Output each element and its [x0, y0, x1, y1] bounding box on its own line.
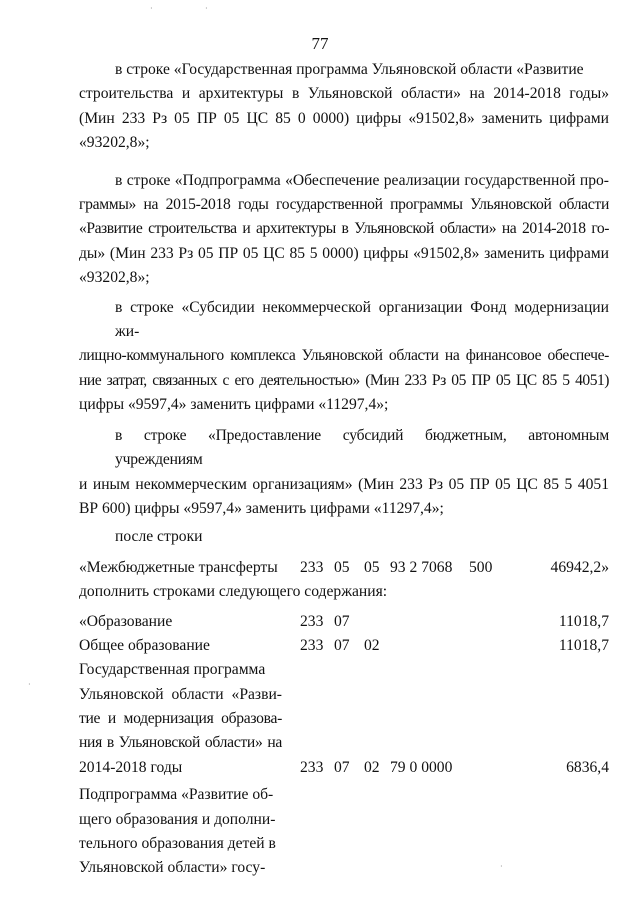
row-vr: 500 — [469, 558, 493, 576]
scan-speck: · — [205, 4, 208, 13]
row-name: «Межбюджетные трансферты — [79, 558, 278, 576]
after-line: после строки — [115, 528, 203, 546]
row-name: Общее образование — [79, 636, 210, 654]
program-line: ния в Ульяновской области» на — [79, 734, 282, 752]
word: в — [268, 835, 276, 853]
row-sum: 6836,4 — [566, 758, 609, 776]
page-number: 77 — [311, 34, 329, 53]
row-rz: 07 — [334, 612, 350, 630]
word: Подпрограмма — [79, 786, 178, 804]
program-block — [79, 658, 609, 780]
subprogram-line — [79, 783, 282, 807]
text-line: «93202,8»; — [79, 269, 150, 287]
text-line: «Развитие строительства и архитектуры в Ульяновской области» на 2014-2018 го- — [79, 220, 609, 238]
scan-speck: · — [28, 680, 31, 689]
scan-speck: · — [150, 4, 153, 13]
word: и — [201, 810, 211, 828]
text-line: «93202,8»; — [79, 134, 150, 152]
subprogram-line — [79, 832, 282, 856]
row-min: 233 — [300, 558, 324, 576]
supplement-line: дополнить строками следующего содержания: — [79, 583, 388, 601]
word: области» — [167, 859, 228, 877]
word: Государственная — [79, 661, 190, 679]
text-line: граммы» на 2015-2018 годы государственной программы Ульяновской области — [79, 196, 609, 214]
paragraph-3 — [79, 296, 609, 418]
subprogram-line — [79, 856, 282, 880]
table-row-program — [79, 756, 609, 780]
row-rz: 05 — [334, 558, 350, 576]
table-row-transfers — [79, 556, 609, 580]
word: детей — [227, 835, 265, 853]
row-cs: 93 2 7068 — [390, 558, 453, 576]
row-sum: 46942,2» — [550, 558, 609, 576]
row-pr: 05 — [364, 558, 380, 576]
scan-speck: · — [500, 862, 503, 871]
word: образования — [141, 835, 224, 853]
subprogram-line — [79, 808, 282, 832]
text-line: и иным некоммерческим организациям» (Мин 233 Рз 05 ПР 05 ЦС 85 5 4051 — [79, 475, 609, 493]
table-row-general-education — [79, 634, 609, 658]
paragraph-1 — [79, 58, 609, 156]
row-pr: 02 — [364, 758, 380, 776]
text-line: строительства и архитектуры в Ульяновской области» на 2014-2018 годы» — [79, 85, 609, 103]
word: щего — [79, 810, 112, 828]
row-name: «Образование — [79, 612, 173, 630]
program-line: Ульяновской области «Разви- — [79, 685, 282, 703]
row-min: 233 — [300, 758, 324, 776]
text-line: в строке «Подпрограмма «Обеспечение реализации государственной про- — [115, 171, 609, 189]
subprogram-block — [79, 783, 609, 881]
word: об- — [252, 786, 274, 804]
word: программа — [193, 661, 266, 679]
row-sum: 11018,7 — [558, 636, 609, 654]
text-line: ВР 600) цифры «9597,4» заменить цифрами «11297,4»; — [79, 499, 444, 517]
row-sum: 11018,7 — [558, 612, 609, 630]
row-min: 233 — [300, 636, 324, 654]
text-line: в строке «Предоставление субсидий бюджетным, автономным учреждениям — [115, 426, 609, 469]
word: «Развитие — [181, 786, 249, 804]
row-min: 233 — [300, 612, 324, 630]
text-line: в строке «Субсидии некоммерческой организации Фонд модернизации жи- — [115, 298, 609, 341]
text-line: лищно-коммунального комплекса Ульяновской области на финансовое обеспече- — [79, 347, 609, 365]
paragraph-4 — [79, 424, 609, 522]
row-pr: 02 — [364, 636, 380, 654]
paragraph-2 — [79, 169, 609, 291]
word: госу- — [231, 859, 266, 877]
row-rz: 07 — [334, 636, 350, 654]
text-line: (Мин 233 Рз 05 ПР 05 ЦС 85 0 0000) цифры «91502,8» заменить цифрами — [79, 109, 609, 127]
text-line: ние затрат, связанных с его деятельностью» (Мин 233 Рз 05 ПР 05 ЦС 85 5 4051) — [79, 371, 609, 389]
text-line: в строке «Государственная программа Ульяновской области «Развитие — [115, 61, 584, 78]
program-line — [79, 658, 282, 682]
document-body — [79, 58, 609, 881]
word: дополни- — [214, 810, 276, 828]
text-line: цифры «9597,4» заменить цифрами «11297,4»; — [79, 396, 389, 414]
row-rz: 07 — [334, 758, 350, 776]
table-row-education — [79, 610, 609, 634]
word: Ульяновской — [79, 859, 164, 877]
text-line: ды» (Мин 233 Рз 05 ПР 05 ЦС 85 5 0000) цифры «91502,8» заменить цифрами — [79, 244, 609, 262]
program-line: тие и модернизация образова- — [79, 710, 282, 728]
row-cs: 79 0 0000 — [390, 758, 453, 776]
word: образования — [115, 810, 198, 828]
row-name: 2014-2018 годы — [79, 758, 183, 776]
word: тельного — [79, 835, 138, 853]
